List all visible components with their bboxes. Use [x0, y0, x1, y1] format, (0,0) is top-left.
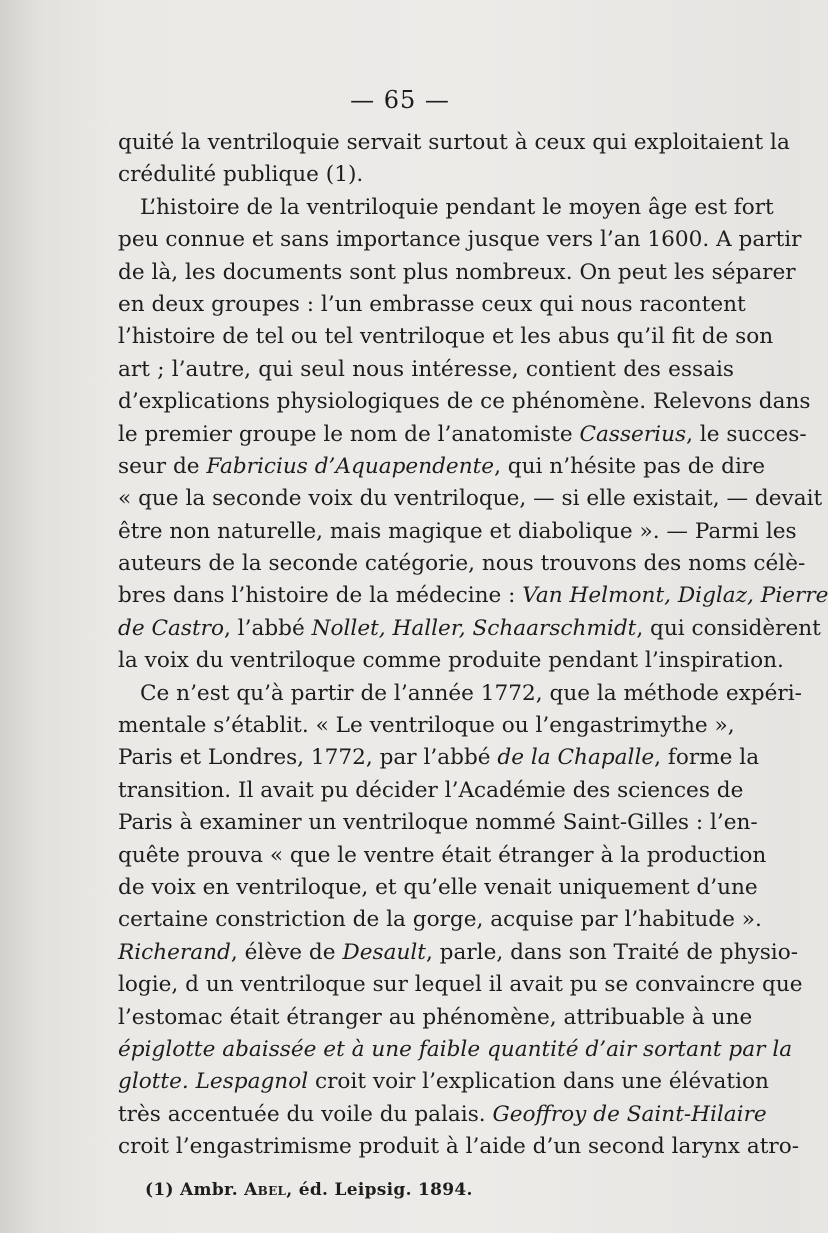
text-segment: , élève de	[230, 939, 343, 965]
text-segment: , qui n’hésite pas de dire	[494, 453, 766, 479]
text-line	[118, 419, 807, 451]
text-segment: le premier groupe le nom de l’anatomiste	[118, 421, 580, 447]
italic-text: Richerand	[118, 939, 231, 965]
text-segment: très accentuée du voile du palais.	[118, 1101, 493, 1127]
text-line	[118, 451, 766, 483]
text-segment: Ce n’est qu’à partir de l’année 1772, que la méthode expéri-	[140, 680, 802, 706]
text-segment: l’estomac était étranger au phénomène, attribuable à une	[118, 1004, 753, 1030]
text-segment: , qui considèrent	[636, 615, 821, 641]
text-segment: , l’abbé	[223, 615, 312, 641]
text-line	[118, 613, 821, 645]
text-segment: peu connue et sans importance jusque vers l’an 1600. A partir	[118, 227, 802, 253]
text-line	[118, 1099, 767, 1131]
text-segment: bres dans l’histoire de la médecine :	[118, 583, 523, 609]
italic-text: Desault	[342, 939, 426, 965]
text-segment: certaine constriction de la gorge, acquise par l’habitude ».	[118, 907, 762, 933]
body-text	[118, 127, 828, 1164]
text-line	[118, 645, 784, 677]
text-segment: , le succes-	[686, 421, 807, 447]
text-segment: de là, les documents sont plus nombreux. On peut les séparer	[118, 259, 796, 285]
footnote-marker: (1)	[145, 1180, 174, 1200]
italic-text: de la Chapalle	[497, 745, 655, 771]
text-line	[118, 321, 774, 353]
text-segment: , forme la	[654, 745, 760, 771]
text-segment: transition. Il avait pu décider l’Académie des sciences de	[118, 777, 744, 803]
text-line	[118, 872, 758, 904]
text-line	[118, 580, 828, 612]
text-segment: , parle, dans son Traité de physio-	[425, 939, 799, 965]
text-line	[118, 289, 746, 321]
text-segment: Paris à examiner un ventriloque nommé Saint-Gilles : l’en-	[118, 810, 758, 836]
text-line	[118, 1002, 753, 1034]
text-segment: mentale s’établit. « Le ventriloque ou l’engastrimythe »,	[118, 713, 735, 739]
text-line	[118, 742, 760, 774]
text-line	[118, 159, 734, 191]
text-line	[118, 840, 767, 872]
text-segment: être non naturelle, mais magique et diabolique ». — Parmi les	[118, 518, 797, 544]
footnote-text-after: , éd. Leipsig. 1894.	[286, 1180, 473, 1200]
text-line	[118, 775, 744, 807]
italic-text: Casserius	[579, 421, 687, 447]
page-number: — 65 —	[350, 86, 450, 114]
text-line	[118, 354, 734, 386]
text-line	[118, 1034, 793, 1066]
text-segment: d’explications physiologiques de ce phénomène. Relevons dans	[118, 389, 811, 415]
text-line	[118, 127, 790, 159]
italic-text: glotte. Lespagnol	[118, 1069, 309, 1095]
text-line	[118, 386, 811, 418]
text-segment: auteurs de la seconde catégorie, nous trouvons des noms célè-	[118, 551, 806, 577]
footnote-text-before: Ambr.	[180, 1180, 245, 1200]
text-line	[118, 224, 802, 256]
text-segment: quité la ventriloquie servait surtout à ceux qui exploitaient la	[118, 130, 790, 155]
text-line	[118, 257, 796, 289]
text-segment: l’histoire de tel ou tel ventriloque et les abus qu’il fit de son	[118, 324, 774, 350]
text-line	[118, 1066, 769, 1098]
text-segment: « que la seconde voix du ventriloque, — si elle existait, — devait	[118, 486, 823, 512]
text-segment: Paris et Londres, 1772, par l’abbé	[118, 745, 498, 771]
footnote	[145, 1180, 473, 1200]
text-line	[118, 192, 774, 224]
text-segment: de voix en ventriloque, et qu’elle venait uniquement d’une	[118, 874, 758, 900]
text-segment: croit l’engastrimisme produit à l’aide d’un second larynx atro-	[118, 1134, 800, 1160]
footnote-author: Abel	[244, 1180, 287, 1200]
text-segment: en deux groupes : l’un embrasse ceux qui nous racontent	[118, 291, 746, 317]
text-segment: seur de	[118, 453, 207, 479]
text-line	[118, 516, 797, 548]
italic-text: Fabricius d’Aquapendente	[206, 453, 495, 479]
text-line	[118, 969, 803, 1001]
italic-text: Geoffroy de Saint-Hilaire	[492, 1101, 767, 1127]
italic-text: Van Helmont, Diglaz, Pierre	[522, 583, 828, 609]
text-segment: croit voir l’explication dans une élévation	[308, 1069, 769, 1095]
text-line	[118, 904, 762, 936]
italic-text: épiglotte abaissée et à une faible quantité d’air sortant par la	[118, 1036, 793, 1062]
italic-text: Nollet, Haller, Schaarschmidt	[311, 615, 637, 641]
italic-text: de Castro	[118, 615, 224, 641]
text-segment: la voix du ventriloque comme produite pendant l’inspiration.	[118, 648, 784, 674]
text-line	[118, 678, 802, 710]
text-segment: logie, d un ventriloque sur lequel il avait pu se convaincre que	[118, 972, 803, 998]
text-segment: crédulité publique (1).	[118, 162, 364, 188]
text-line	[118, 1131, 800, 1163]
text-line	[118, 710, 734, 742]
text-line	[118, 483, 823, 515]
text-line	[118, 807, 758, 839]
text-segment: quête prouva « que le ventre était étranger à la production	[118, 842, 767, 868]
text-line	[118, 937, 799, 969]
text-segment: L’histoire de la ventriloquie pendant le moyen âge est fort	[140, 194, 774, 220]
text-segment: art ; l’autre, qui seul nous intéresse, contient des essais	[118, 356, 734, 382]
text-line	[118, 548, 806, 580]
